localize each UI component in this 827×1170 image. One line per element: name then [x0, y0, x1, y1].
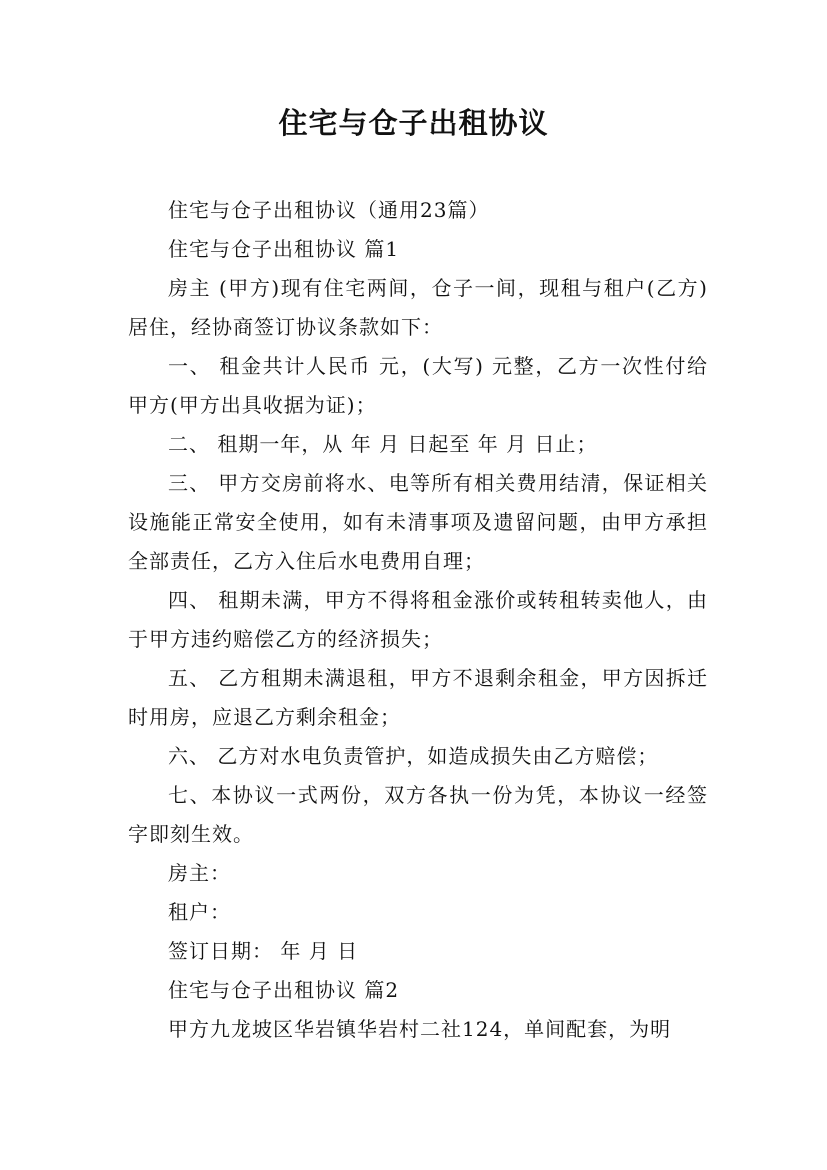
- clause-5: 五、 乙方租期未满退租，甲方不退剩余租金，甲方因拆迁时用房，应退乙方剩余租金；: [128, 666, 708, 729]
- tenant-signature-line: 租户：: [168, 900, 231, 924]
- signing-date-line: 签订日期： 年 月 日: [168, 939, 359, 963]
- paragraph-intro: 房主 (甲方)现有住宅两间，仓子一间，现租与租户(乙方)居住，经协商签订协议条款如下：: [128, 276, 708, 339]
- clause-7: 七、本协议一式两份，双方各执一份为凭，本协议一经签字即刻生效。: [128, 783, 708, 846]
- clause-4: 四、 租期未满，甲方不得将租金涨价或转租转卖他人，由于甲方违约赔偿乙方的经济损失；: [128, 588, 708, 651]
- paragraph-article-2-intro: 甲方九龙坡区华岩镇华岩村二社124，单间配套，为明: [168, 1017, 672, 1041]
- article-heading-2: 住宅与仓子出租协议 篇2: [168, 978, 400, 1002]
- document-body: [128, 191, 708, 1049]
- article-heading: 住宅与仓子出租协议 篇1: [168, 237, 400, 261]
- clause-3: 三、 甲方交房前将水、电等所有相关费用结清，保证相关设施能正常安全使用，如有未清事项及遗留问题，由甲方承担全部责任，乙方入住后水电费用自理；: [128, 471, 708, 573]
- landlord-signature-line: 房主：: [168, 861, 231, 885]
- collection-heading: 住宅与仓子出租协议（通用23篇）: [168, 198, 490, 222]
- clause-1: 一、 租金共计人民币 元，(大写) 元整，乙方一次性付给甲方(甲方出具收据为证)；: [128, 354, 708, 417]
- clause-2: 二、 租期一年，从 年 月 日起至 年 月 日止；: [168, 432, 598, 456]
- clause-6: 六、 乙方对水电负责管护，如造成损失由乙方赔偿；: [168, 744, 659, 768]
- document-title: 住宅与仓子出租协议: [278, 106, 549, 140]
